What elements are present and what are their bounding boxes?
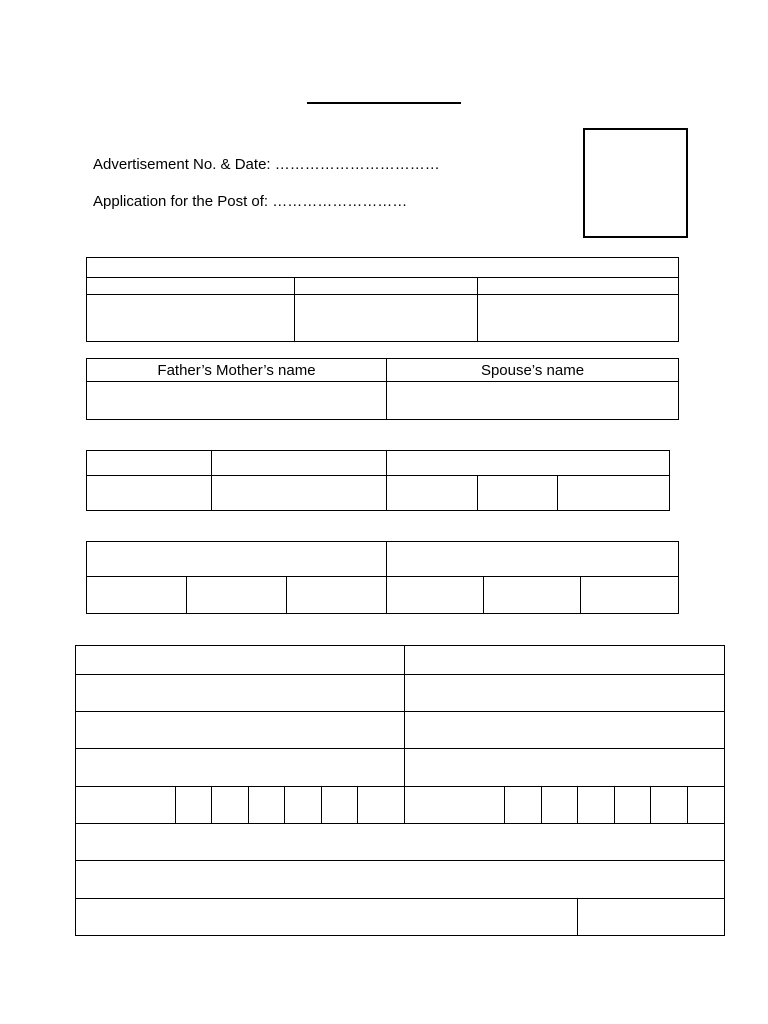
details-a-input[interactable]: [558, 485, 669, 501]
name-table-subheader: [295, 278, 478, 295]
details-b-cell[interactable]: [484, 577, 581, 614]
name-table: [86, 257, 679, 342]
details-a-header: [87, 451, 212, 476]
details-b-cell[interactable]: [287, 577, 387, 614]
middle-name-cell[interactable]: [295, 295, 478, 342]
details-c-cell[interactable]: [76, 712, 405, 749]
digit-box[interactable]: [542, 787, 578, 824]
details-b-header: [387, 542, 679, 577]
details-c-cell[interactable]: [76, 749, 405, 787]
photograph-box[interactable]: [583, 128, 688, 238]
details-b-input[interactable]: [87, 587, 186, 603]
digit-box[interactable]: [615, 787, 651, 824]
details-b-input[interactable]: [387, 587, 483, 603]
details-a-input[interactable]: [212, 485, 386, 501]
digit-box[interactable]: [249, 787, 285, 824]
details-b-cell[interactable]: [87, 577, 187, 614]
details-b-cell[interactable]: [581, 577, 679, 614]
details-a-header: [212, 451, 387, 476]
details-b-input[interactable]: [187, 587, 286, 603]
details-c-input[interactable]: [405, 722, 724, 738]
digit-box[interactable]: [578, 787, 615, 824]
spouse-name-input[interactable]: [387, 392, 678, 408]
digit-box[interactable]: [358, 787, 405, 824]
digit-box[interactable]: [285, 787, 322, 824]
details-b-header: [87, 542, 387, 577]
post-applied-label: Application for the Post of: ………………………: [93, 193, 408, 210]
digit-box[interactable]: [212, 787, 249, 824]
details-c-wide-input[interactable]: [76, 871, 724, 887]
details-c-cell[interactable]: [405, 675, 725, 712]
details-c-input[interactable]: [76, 722, 404, 738]
spouse-name-cell[interactable]: [387, 382, 679, 420]
details-a-cell[interactable]: [87, 476, 212, 511]
details-c-input[interactable]: [76, 909, 577, 925]
digit-box-label: [405, 787, 505, 824]
details-table-b: [86, 541, 679, 614]
details-b-input[interactable]: [287, 587, 386, 603]
details-c-cell[interactable]: [76, 675, 405, 712]
details-b-input[interactable]: [484, 587, 580, 603]
digit-box[interactable]: [505, 787, 542, 824]
details-a-cell[interactable]: [212, 476, 387, 511]
parent-name-cell[interactable]: [87, 382, 387, 420]
spouse-name-header: Spouse’s name: [387, 359, 679, 382]
details-a-input[interactable]: [87, 485, 211, 501]
middle-name-input[interactable]: [295, 310, 477, 326]
name-table-subheader: [87, 278, 295, 295]
details-a-input[interactable]: [387, 485, 477, 501]
details-c-input[interactable]: [578, 909, 724, 925]
details-c-wide-cell[interactable]: [76, 824, 725, 861]
details-a-cell[interactable]: [387, 476, 478, 511]
parents-table: [86, 358, 679, 420]
details-c-wide-input[interactable]: [76, 834, 724, 850]
details-table-a: [86, 450, 670, 511]
details-c-wide-cell[interactable]: [76, 861, 725, 899]
first-name-input[interactable]: [87, 310, 294, 326]
form-title-line: [307, 102, 461, 104]
details-c-cell[interactable]: [76, 899, 578, 936]
details-c-cell[interactable]: [578, 899, 725, 936]
details-b-cell[interactable]: [187, 577, 287, 614]
details-c-cell[interactable]: [405, 749, 725, 787]
last-name-cell[interactable]: [478, 295, 679, 342]
name-table-subheader: [478, 278, 679, 295]
advertisement-no-date-label: Advertisement No. & Date: ……………………………: [93, 156, 440, 173]
digit-box[interactable]: [322, 787, 358, 824]
details-c-header: [405, 646, 725, 675]
details-a-cell[interactable]: [558, 476, 670, 511]
details-a-header: [387, 451, 670, 476]
digit-box[interactable]: [651, 787, 688, 824]
parent-name-header: Father’s Mother’s name: [87, 359, 387, 382]
details-c-header: [76, 646, 405, 675]
last-name-input[interactable]: [478, 310, 678, 326]
details-c-input[interactable]: [405, 685, 724, 701]
name-table-header: [87, 258, 679, 278]
first-name-cell[interactable]: [87, 295, 295, 342]
details-b-input[interactable]: [581, 587, 678, 603]
digit-box[interactable]: [688, 787, 725, 824]
details-c-input[interactable]: [76, 759, 404, 775]
parent-name-input[interactable]: [87, 392, 386, 408]
details-a-input[interactable]: [478, 485, 557, 501]
details-table-c: [75, 645, 725, 936]
digit-box[interactable]: [176, 787, 212, 824]
details-c-input[interactable]: [76, 685, 404, 701]
details-c-cell[interactable]: [405, 712, 725, 749]
digit-box-label: [76, 787, 176, 824]
details-b-cell[interactable]: [387, 577, 484, 614]
details-c-input[interactable]: [405, 759, 724, 775]
details-a-cell[interactable]: [478, 476, 558, 511]
